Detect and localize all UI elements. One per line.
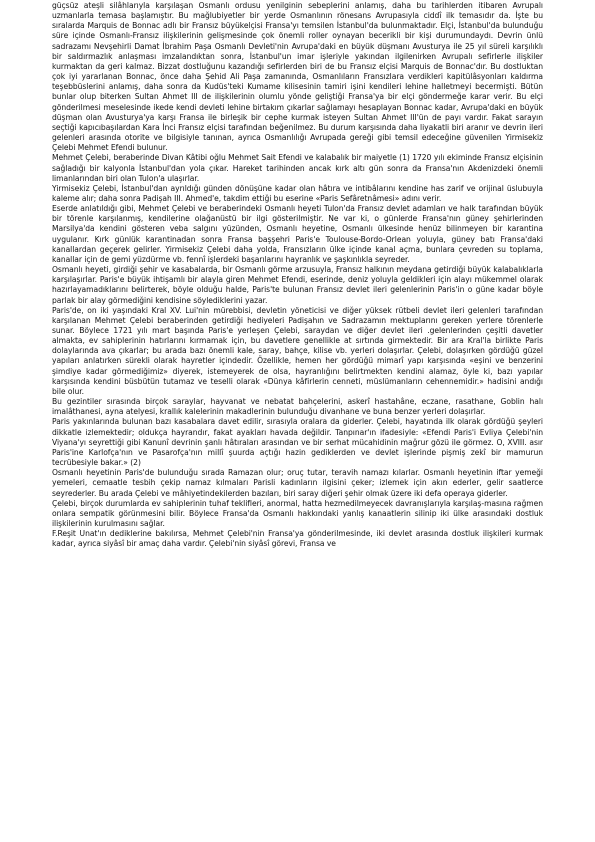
paragraph-excursions: Bu gezintiler sırasında birçok saraylar, hayvanat ve nebatat bahçelerini, askerî hastahâne, eczane, rasathane, Goblin halı imalâthanesi, ayna atelyesi, krallık kalelerinin makadlerinin bulunduğu divanhane ve buna benzer yerleri dolaşırlar. xyxy=(52,397,543,417)
paragraph-tanpinar-quote: Paris yakınlarında bulunan bazı kasabalara davet edilir, sırasıyla oralara da giderler. Çelebi, hayatında ilk olarak gördüğü şeyleri dikkatle izlemektedir; oldukça hayrandır, fakat ayakları havada değildir. Tanpınar'ın ifadesiyle: «Efendi Paris'i Evliya Çelebi'nin Viyana'yı seyrettiği gibi Kanunî devrinin şanlı hâtıraları arasından ve bir serhat mücahidinin mağrur gözü ile görmez. O, XVIII. asır Paris'ine Karlofça'nın ve Pasarofça'nın millî şuurda açtığı hazin gediklerden ve devlet işlerinde pişmiş zekî bir mamurun tecrübesiyle bakar.» (2) xyxy=(52,417,543,468)
paragraph-departure-to-toulon: Mehmet Çelebi, beraberinde Divan Kâtibi oğlu Mehmet Sait Efendi ve kalabalık bir maiyetle (1) 1720 yılı ekiminde Fransız elçisinin sağladığı bir kalyonla İstanbul'dan yola çıkar. Hareket tarihinden ancak kırk altı gün sonra da Fransa'nın Akdenizdeki önemli limanlarından biri olan Tulon'a ulaşırlar. xyxy=(52,153,543,183)
paragraph-sympathy: Çelebi, birçok durumlarda ev sahiplerinin tuhaf teklifleri, anormal, hatta hezmedilmeyecek davranışlarıyla karşılaş-masına rağmen onlara sempatik görünmesini bilir. Böylece Fransa'da Osmanlı hakkındaki yanlış kanaatlerin silinip iki ülke arasındaki dostluk ilişkilerinin kurulmasını sağlar. xyxy=(52,498,543,528)
paragraph-sefaretname: Yirmisekiz Çelebi, İstanbul'dan ayrıldığı günden dönüşüne kadar olan hâtıra ve intibâlarını kendine has zarif ve orijinal üslubuyla kaleme alır; daha sonra Padişah III. Ahmed'e, takdim ettiği bu eserine «Paris Sefâretnâmesi» adını verir. xyxy=(52,183,543,203)
paragraph-ottoman-defeat-bonnac: güçsüz ateşli silâhlarıyla karşılaşan Osmanlı ordusu yenilginin sebeplerini anlamış, daha bu tarihlerden itibaren Avrupalı uzmanlarla temasa başlamıştır. Bu mağlubiyetler bir yerde Osmanlının rönesans Avrupasıyla ciddî ilk temasıdır da. İşte bu sıralarda Marquis de Bonnac adlı bir Fransız büyükelçisi Fransa'yı temsilen İstanbul'da bulunmaktadır. Elçi, İstanbul'da bulunduğu süre içinde Osmanlı-Fransız ilişkilerinin gelişmesinde çok önemli roller oynayan becerikli bir kişi durumundaydı. Devrin ünlü sadrazamı Nevşehirli Damat İbrahim Paşa Osmanlı Devleti'nin Avrupa'daki en büyük düşmanı Avusturya ile 25 yıl süreli karşılıklı bir saldırmazlık anlaşması imzalandıktan sonra, İstanbul'un imar işleriyle yakından ilgilenirken Avrupalı sefirlerle ilişkiler kurmaktan da geri kalmaz. Bizzat dostluğunu kazandığı sefirlerden biri de bu Fransız elçisi Marquis de Bonnac'dır. Bu dostluktan çok iyi yararlanan Bonnac, önce daha Şehid Ali Paşa zamanında, Osmanlıların Fransızlara verdikleri kapitülâsyonları kaldırma teşebbüslerini anlamış, daha sonra da Kudüs'teki Kumame kilisesinin tamiri işini kendileri lehine halletmeyi becermişti. Bütün bunlar olup biterken Sultan Ahmet III de ilişkilerinin olumlu yönde geliştiği Fransa'ya bir elçi göndermeğe karar verir. Bu elçi gönderilmesi meselesinde ikede kendi devleti lehine birtakım çıkarlar sağlamayı hesaplayan Bonnac kadar, Avrupa'daki en büyük düşman olan Avusturya'ya karşı Fransa ile birleşik bir cephe kurmak isteyen Sultan Ahmet III'ün de payı vardır. Fakat sarayın seçtiği kapıcıbaşılardan Kara İnci Fransız elçisi tarafından beğenilmez. Bu durum karşısında daha liyakatli biri aranır ve devrin ileri gelenleri arasında otorite ve bilgisiyle tanınan, ayrıca Osmanlılığı Avrupada gereği gibi temsil edeceğine güvenilen Yirmisekiz Çelebi Mehmet Efendi bulunur. xyxy=(52,1,543,153)
paragraph-ramadan: Osmanlı heyetinin Paris'de bulunduğu sırada Ramazan olur; oruç tutar, teravih namazı kılarlar. Osmanlı heyetinin iftar yemeği yemeleri, cemaatle tesbih çekip namaz kılmaları Parisli kadınların ilgisini çeker; izlemek için akın ederler, gelir saatlerce seyrederler. Bu arada Çelebi ve mâhiyetindekilerden bazıları, biri saray diğeri şehir olmak üzere iki defa operaya giderler. xyxy=(52,468,543,498)
paragraph-entry-to-paris: Osmanlı heyeti, girdiği şehir ve kasabalarda, bir Osmanlı görme arzusuyla, Fransız halkının meydana getirdiği büyük kalabalıklarla karşılaşırlar. Paris'e büyük ihtişamlı bir alayla giren Mehmet Efendi, eserinde, deniz yoluyla geldikleri için alayı mükemmel olarak hazırlayamadıklarını belirterek, böyle olduğu halde, Paris'te bulunan Fransız devlet ileri gelenlerinin Paris'in o güne kadar böyle parlak bir alay görmediğini kendisine söylediklerini yazar. xyxy=(52,265,543,305)
paragraph-king-louis-xv: Paris'de, on iki yaşındaki Kral XV. Lui'nin mürebbisi, devletin yöneticisi ve diğer yüksek rütbeli devlet ileri gelenleri tarafından karşılanan Mehmet Çelebi beraberinden getirdiği hediyeleri Padişahın ve Sadrazamın mektuplarını gereken yerlere törenlerle sunar. Böylece 1721 yılı mart başında Paris'e yerleşen Çelebi, saraydan ve diğer devlet ileri .gelenlerinden çeşitli davetler almakta, ev sahiplerinin hatırlarını kırmamak için, bu davetlere genellikle at sırtında girmektedir. Bir ara Kral'la birlikte Paris dolaylarında ava çıkarlar; bu arada bazı önemli kale, saray, bahçe, kilise vb. yerleri dolaşırlar. Çelebi, dolaşırken gördüğü güzel yapıları anlatırken sürekli olarak hayretler içindedir. Özellikle, hemen her gördüğü mimarî yapı karşısında «eşini ve benzerini şimdiye kadar görmediğimiz» diyerek, istemeyerek de olsa, hayranlığını belirtmekten kendini alamaz, öyle ki, bazı yapılar karşısında kendini büsbütün tutamaz ve teselli olarak «Dünya kâfirlerin cenneti, müslümanların cehennemidir.» hadisini andığı bile olur. xyxy=(52,305,543,396)
paragraph-political-mission: F.Reşit Unat'ın dediklerine bakılırsa, Mehmet Çelebi'nin Fransa'ya gönderilmesinde, iki devlet arasında dostluk ilişkileri kurmak kadar, ayrıca siyâsî bir amaç daha vardır. Çelebi'nin siyâsî görevi, Fransa ve xyxy=(52,529,543,549)
paragraph-toulon-quarantine: Eserde anlatıldığı gibi, Mehmet Çelebi ve beraberindeki Osmanlı heyeti Tulon'da Fransız devlet adamları ve halk tarafından büyük bir törenle karşılanmış, kendilerine olağanüstü bir ilgi gösterilmiştir. Ne var ki, o günlerde Fransa'nın güney şehirlerinden Marsilya'da kendini gösteren veba salgını yüzünden, Osmanlı heyetine, Osmanlı ülkesinde henüz bilinmeyen bir karantina uygulanır. Kırk günlük karantinadan sonra Fransa başşehri Paris'e Toulouse-Bordo-Orlean yoluyla, güney batı Fransa'daki kanallardan geçerek gelirler. Yirmisekiz Çelebi daha yolda, Fransızların ülke içinde kanal açma, bunlara çevreden su toplama, kanallar için de gemi yüzdürme vb. fennî işlerdeki başarılarını hayranlık ve şaşkınlıkla seyreder. xyxy=(52,204,543,264)
